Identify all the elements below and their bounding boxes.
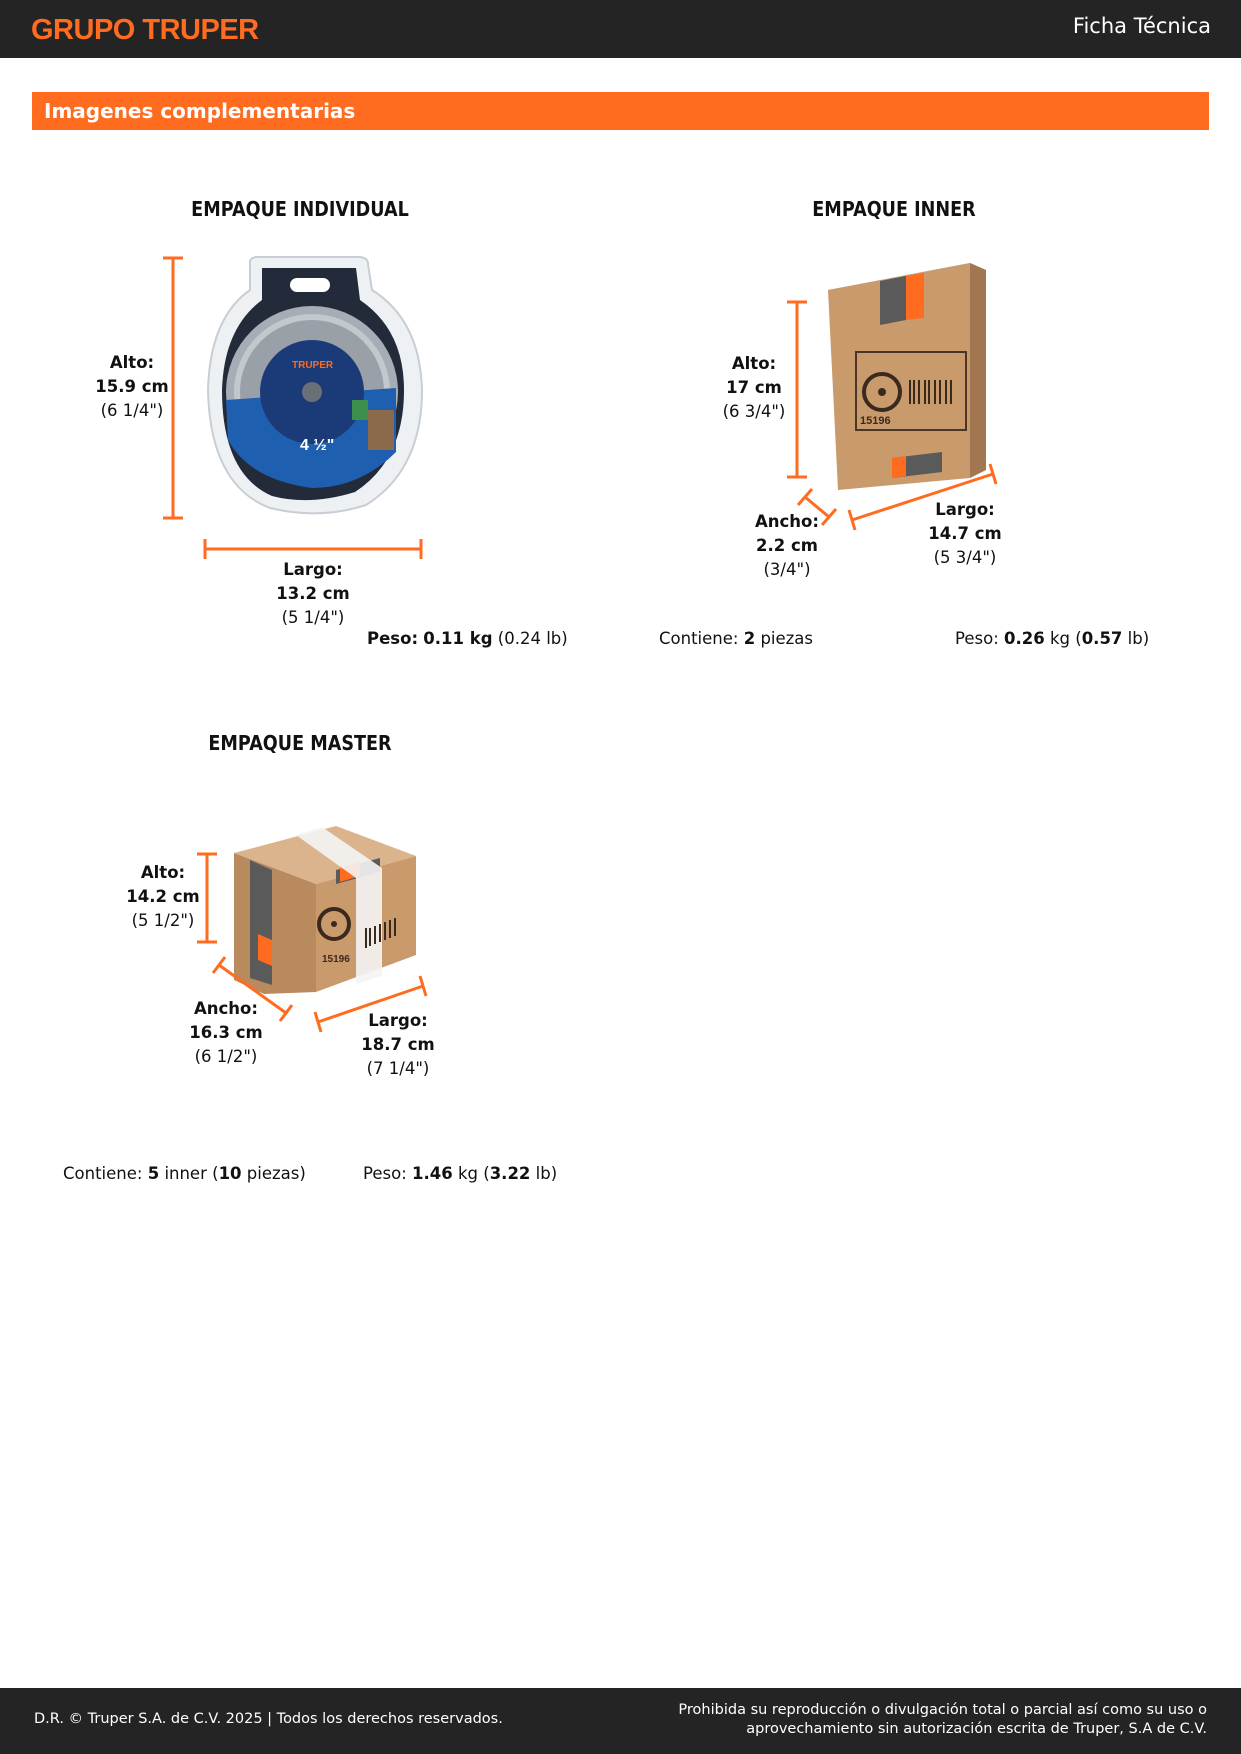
master-heading: EMPAQUE MASTER xyxy=(208,731,392,755)
master-contiene: Contiene: 5 inner (10 piezas) xyxy=(63,1164,306,1183)
individual-largo-dimension-line xyxy=(205,539,421,559)
inner-alto-label: Alto: 17 cm (6 3/4") xyxy=(722,354,786,421)
inner-ancho-label: Ancho: 2.2 cm (3/4") xyxy=(755,512,819,579)
section-title: Imagenes complementarias xyxy=(44,99,356,123)
footer-copyright: D.R. © Truper S.A. de C.V. 2025 | Todos los derechos reservados. xyxy=(34,1711,503,1727)
blister-pack-image xyxy=(208,257,422,513)
inner-contiene: Contiene: 2 piezas xyxy=(659,629,814,648)
blister-size-text: 4 ½" xyxy=(300,437,335,454)
footer xyxy=(0,1688,1241,1754)
master-alto-label: Alto: 14.2 cm (5 1/2") xyxy=(126,863,200,930)
individual-heading: EMPAQUE INDIVIDUAL xyxy=(191,197,409,221)
document-type: Ficha Técnica xyxy=(1072,14,1211,38)
individual-alto-label: Alto: 15.9 cm (6 1/4") xyxy=(95,353,169,420)
master-ancho-label: Ancho: 16.3 cm (6 1/2") xyxy=(189,999,263,1066)
footer-notice xyxy=(647,1701,1207,1739)
inner-box-code: 15196 xyxy=(860,415,891,427)
blister-brand-text: TRUPER xyxy=(292,360,334,371)
brand-logo: GRUPO TRUPER xyxy=(31,14,259,46)
individual-largo-label: Largo: 13.2 cm (5 1/4") xyxy=(276,560,350,627)
master-peso: Peso: 1.46 kg (3.22 lb) xyxy=(363,1164,558,1183)
inner-box-image xyxy=(828,263,986,490)
master-box-image xyxy=(234,826,416,994)
footer-notice-line-1: Prohibida su reproducción o divulgación total o parcial así como su uso o xyxy=(678,1702,1207,1718)
inner-heading: EMPAQUE INNER xyxy=(812,197,976,221)
individual-peso: Peso: 0.11 kg (0.24 lb) xyxy=(367,629,568,648)
footer-notice-line-2: aprovechamiento sin autorización escrita de Truper, S.A de C.V. xyxy=(746,1721,1207,1737)
master-box-code: 15196 xyxy=(322,954,350,965)
inner-largo-label: Largo: 14.7 cm (5 3/4") xyxy=(928,500,1002,567)
master-largo-label: Largo: 18.7 cm (7 1/4") xyxy=(361,1011,435,1078)
inner-peso: Peso: 0.26 kg (0.57 lb) xyxy=(955,629,1150,648)
